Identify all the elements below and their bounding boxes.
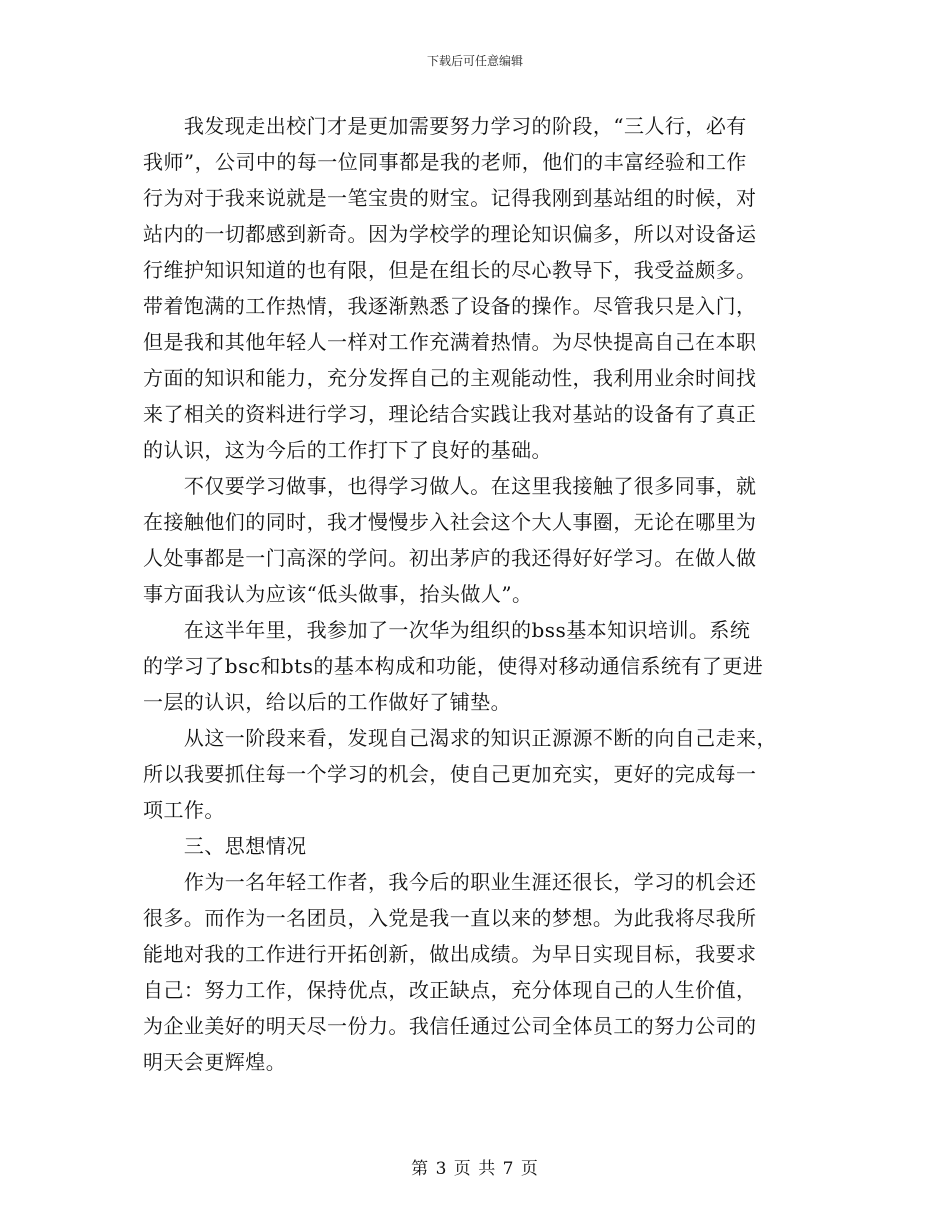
text-line: 不仅要学习做事，也得学习做人。在这里我接触了很多同事，就 [143,474,757,498]
text-line: 所以我要抓住每一个学习的机会，使自己更加充实，更好的完成每一 [143,762,757,786]
text-line: 方面的知识和能力，充分发挥自己的主观能动性，我利用业余时间找 [143,366,757,390]
text-line: 站内的一切都感到新奇。因为学校学的理论知识偏多，所以对设备运 [143,222,757,246]
text-line: 但是我和其他年轻人一样对工作充满着热情。为尽快提高自己在本职 [143,330,757,354]
text-line: 事方面我认为应该“低头做事，抬头做人”。 [143,582,533,606]
text-line: 项工作。 [143,798,225,822]
text-line: 明天会更辉煌。 [143,1050,287,1074]
text-line: 在接触他们的同时，我才慢慢步入社会这个大人事圈，无论在哪里为 [143,510,757,534]
text-line: 来了相关的资料进行学习，理论结合实践让我对基站的设备有了真正 [143,402,757,426]
text-line: 从这一阶段来看，发现自己渴求的知识正源源不断的向自己走来， [143,726,777,750]
page-header: 下载后可任意编辑 [426,54,523,68]
text-line: 很多。而作为一名团员，入党是我一直以来的梦想。为此我将尽我所 [143,906,757,930]
text-line: 在这半年里，我参加了一次华为组织的bss基本知识培训。系统 [143,618,751,642]
text-line: 的学习了bsc和bts的基本构成和功能，使得对移动通信系统有了更进 [143,654,764,678]
text-line: 我师”，公司中的每一位同事都是我的老师，他们的丰富经验和工作 [143,150,747,174]
text-line: 我发现走出校门才是更加需要努力学习的阶段，“三人行，必有 [143,114,747,138]
text-line: 自己：努力工作，保持优点，改正缺点，充分体现自己的人生价值， [143,978,757,1002]
text-line: 行维护知识知道的也有限，但是在组长的尽心教导下，我受益颇多。 [143,258,757,282]
section-heading: 三、思想情况 [143,834,307,858]
text-line: 一层的认识，给以后的工作做好了铺垫。 [143,690,512,714]
text-line: 为企业美好的明天尽一份力。我信任通过公司全体员工的努力公司的 [143,1014,757,1038]
text-line: 行为对于我来说就是一笔宝贵的财宝。记得我刚到基站组的时候，对 [143,186,757,210]
page-footer: 第 3 页 共 7 页 [411,1159,539,1179]
text-line: 能地对我的工作进行开拓创新，做出成绩。为早日实现目标，我要求 [143,942,757,966]
text-line: 人处事都是一门高深的学问。初出茅庐的我还得好好学习。在做人做 [143,546,757,570]
text-line: 带着饱满的工作热情，我逐渐熟悉了设备的操作。尽管我只是入门， [143,294,757,318]
text-line: 的认识，这为今后的工作打下了良好的基础。 [143,438,552,462]
text-line: 作为一名年轻工作者，我今后的职业生涯还很长，学习的机会还 [143,870,757,894]
